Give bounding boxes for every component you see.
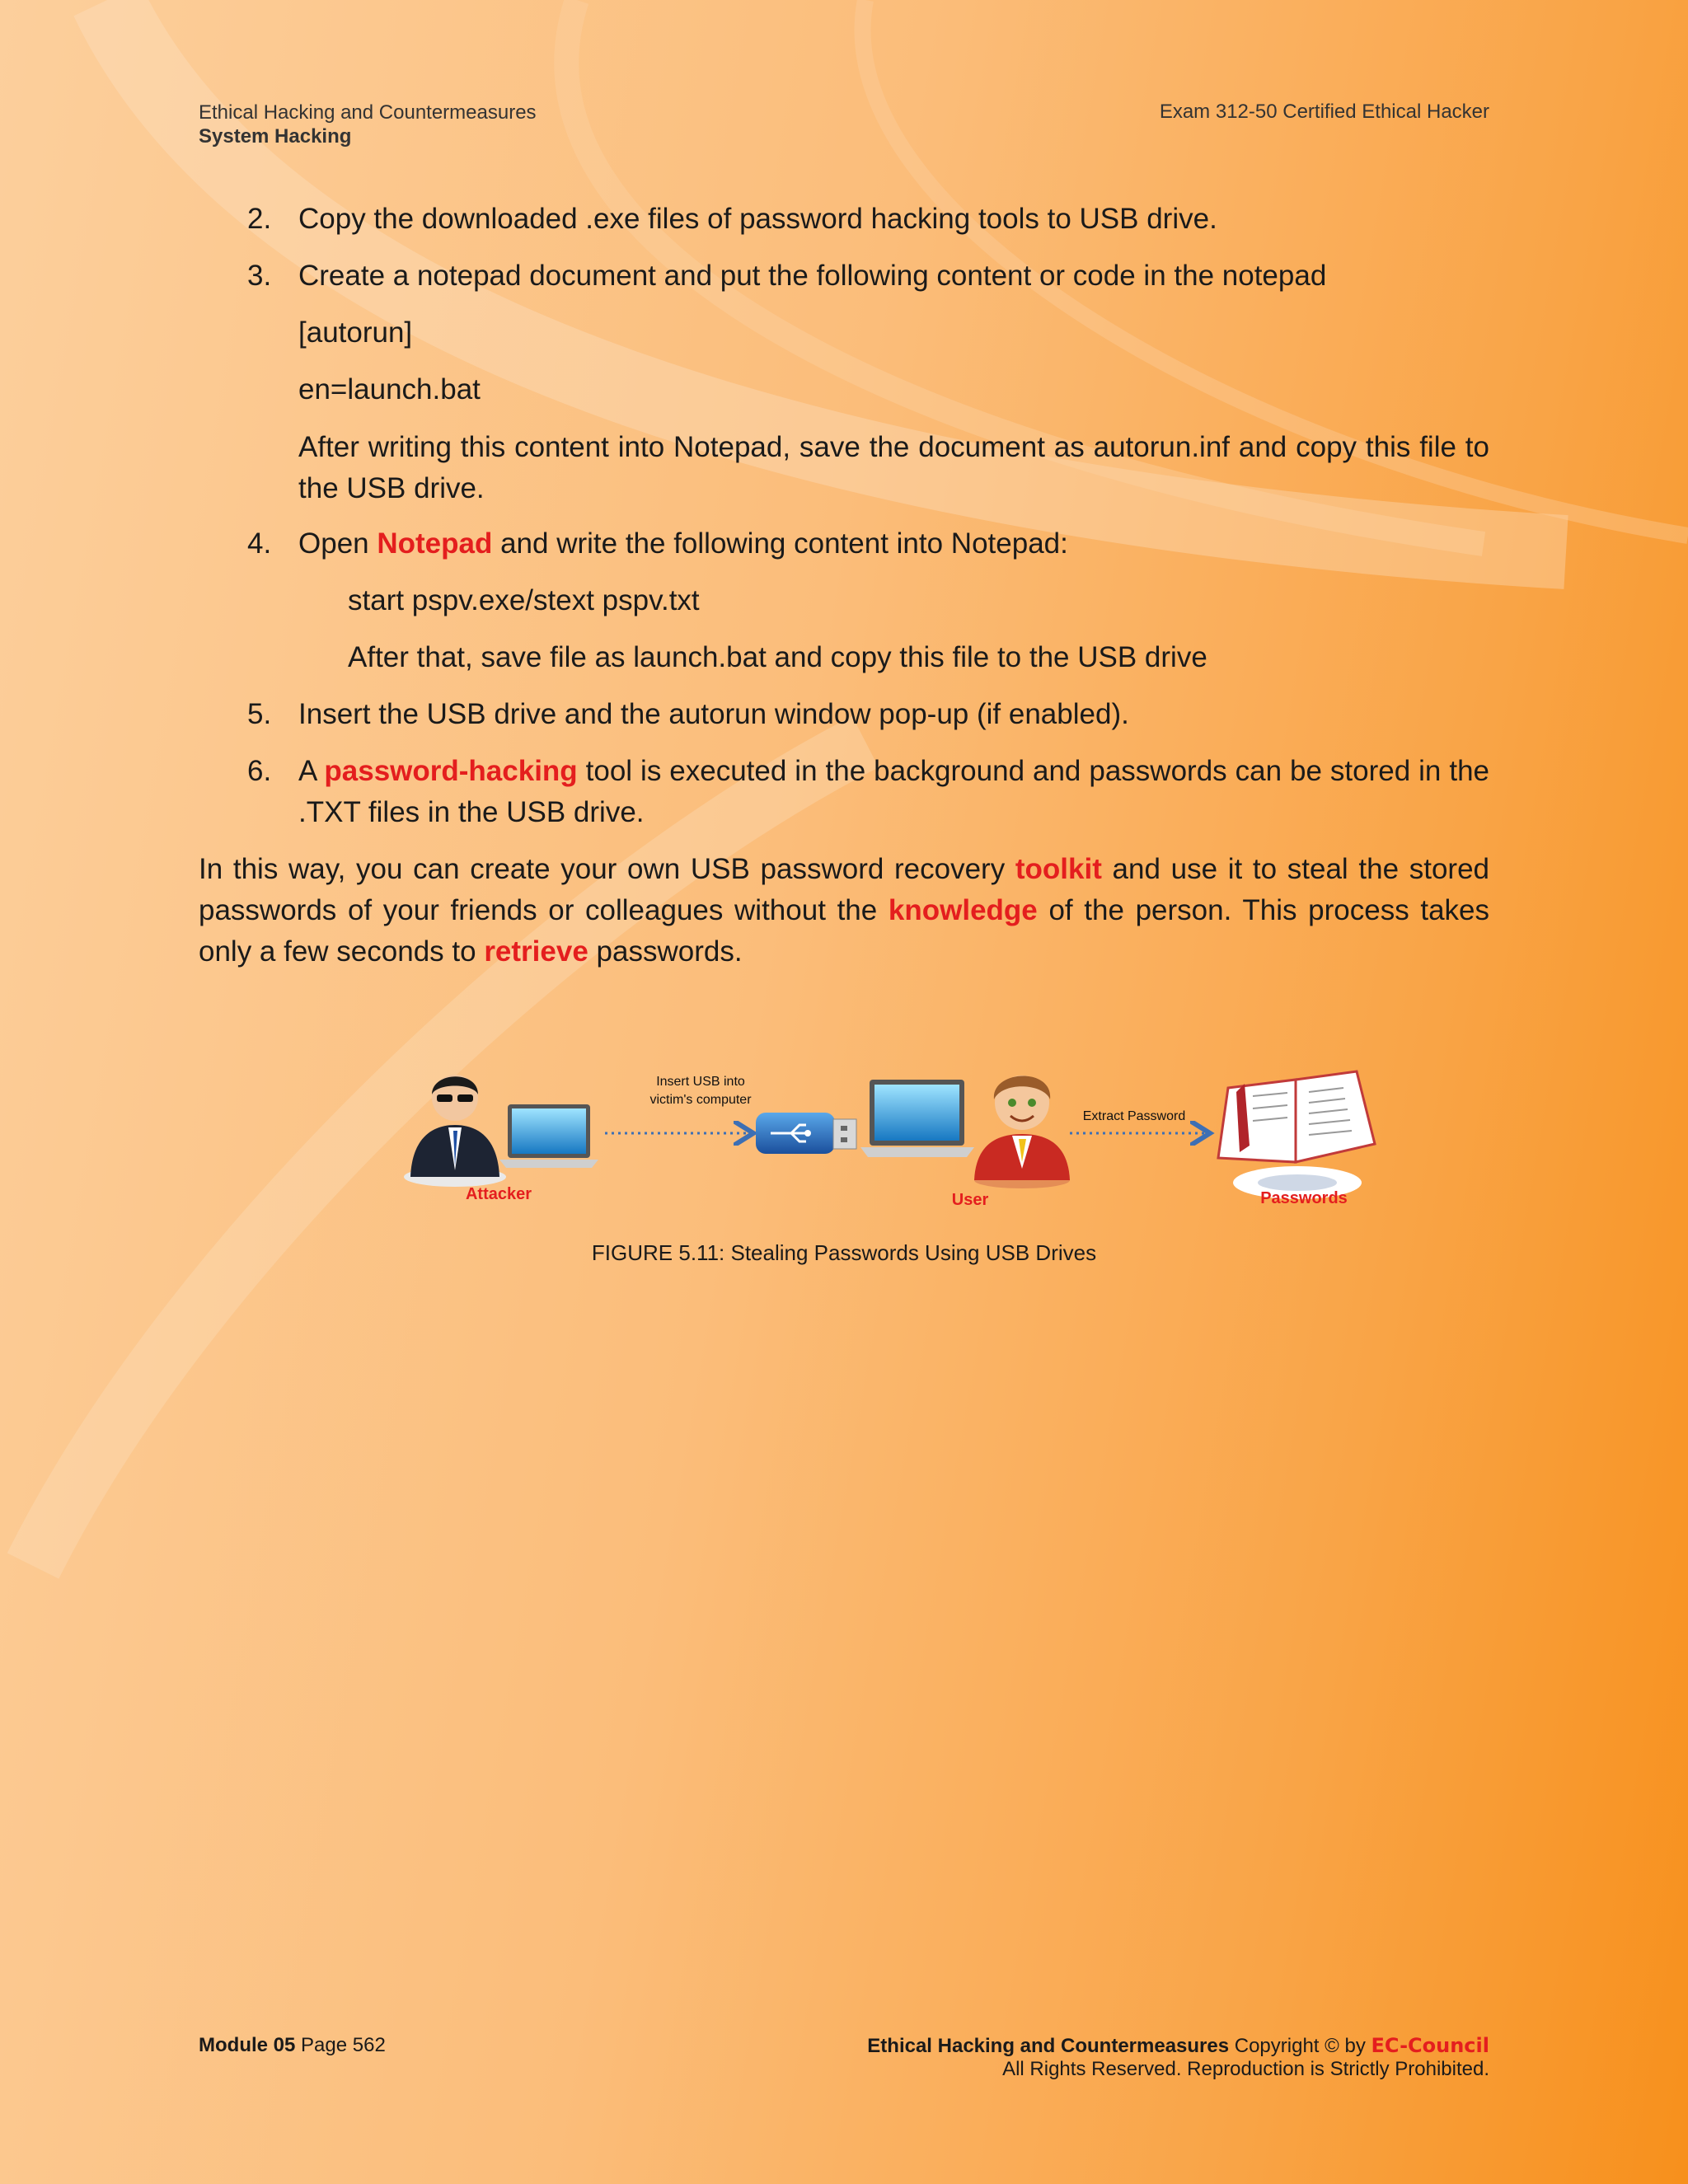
footer-left (199, 2034, 386, 2057)
step-number: 3. (247, 260, 272, 292)
step-number: 2. (247, 203, 272, 235)
step-text: Create a notepad document and put the following content or code in the notepad (298, 260, 1327, 292)
attacker-icon (404, 1075, 506, 1187)
step-number: 4. (247, 527, 272, 560)
code-line: start pspv.exe/stext pspv.txt (348, 584, 700, 616)
module-number: Module 05 (199, 2034, 296, 2056)
usb-drive-icon (756, 1113, 856, 1154)
step-note: After that, save file as launch.bat and copy this file to the USB drive (348, 641, 1207, 673)
attacker-label: Attacker (465, 1185, 532, 1203)
passwords-label: Passwords (1260, 1189, 1348, 1207)
step-text: Open Notepad and write the following content into Notepad: (298, 527, 1068, 560)
user-label: User (951, 1191, 989, 1209)
footer-book-title: Ethical Hacking and Countermeasures (867, 2035, 1230, 2057)
ec-council-logo: EC-Council (1371, 2034, 1489, 2057)
highlight-term: toolkit (1015, 853, 1102, 885)
passwords-book-icon (1218, 1071, 1375, 1199)
footer-right (867, 2034, 1489, 2081)
step-note: After writing this content into Notepad, save the document as autorun.inf and copy this file to the USB drive. (298, 431, 1489, 504)
page-number: Page 562 (301, 2034, 386, 2056)
step-text: A password-hacking tool is executed in the background and passwords can be stored in the .TXT files in the USB drive. (298, 755, 1490, 828)
code-line: [autorun] (298, 316, 413, 349)
user-laptop-icon (860, 1080, 974, 1157)
step-text: Insert the USB drive and the autorun window pop-up (if enabled). (298, 698, 1129, 730)
figure-caption: FIGURE 5.11: Stealing Passwords Using USB Drives (591, 1240, 1097, 1265)
exam-title: Exam 312-50 Certified Ethical Hacker (1159, 101, 1489, 123)
section-title: System Hacking (199, 125, 352, 148)
copyright-text: Copyright © by (1234, 2035, 1366, 2057)
step-text: Copy the downloaded .exe files of password hacking tools to USB drive. (298, 203, 1217, 235)
running-header-left (199, 101, 537, 148)
arrow-label-extract-password: Extract Password (1082, 1109, 1186, 1123)
book-title: Ethical Hacking and Countermeasures (199, 101, 537, 124)
highlight-term: knowledge (888, 894, 1038, 926)
attacker-laptop-icon (499, 1104, 598, 1168)
highlight-term: retrieve (484, 935, 588, 968)
usb-password-theft-diagram (396, 1047, 1385, 1220)
arrow-label-victim-computer: victim's computer (649, 1093, 752, 1107)
highlight-term: Notepad (377, 527, 493, 560)
arrow-label-insert-usb: Insert USB into (656, 1075, 745, 1089)
step-number: 6. (247, 755, 272, 787)
highlight-term: password-hacking (324, 755, 578, 787)
step-number: 5. (247, 698, 272, 730)
user-icon (974, 1076, 1070, 1188)
rights-text: All Rights Reserved. Reproduction is Strictly Prohibited. (1002, 2058, 1489, 2080)
summary-paragraph: In this way, you can create your own USB password recovery toolkit and use it to steal the stored passwords of your friends or colleagues without the knowledge of the person. This process takes only a few seconds to retrieve passwords. (199, 853, 1490, 968)
code-line: en=launch.bat (298, 373, 481, 405)
